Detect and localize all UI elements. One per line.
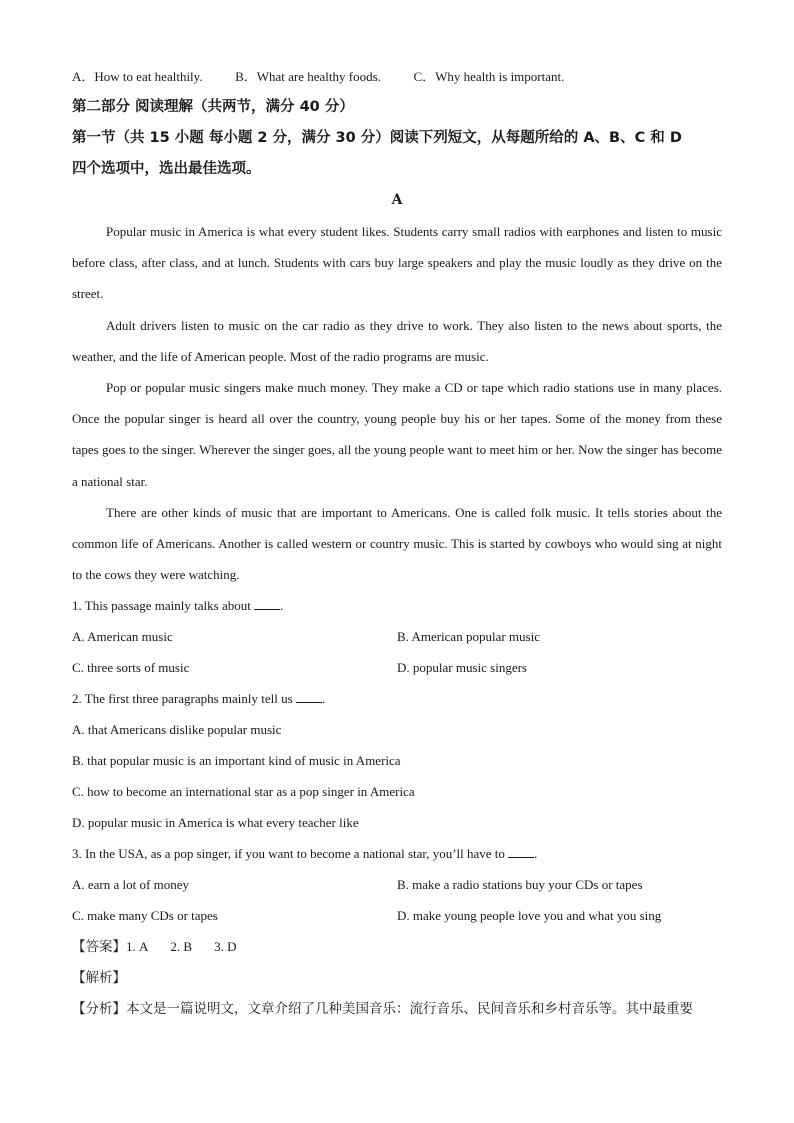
analysis-label: 【解析】 [72, 970, 126, 987]
question-3-options-row2 [72, 900, 722, 931]
option-b: B. make a radio stations buy your CDs or tapes [397, 877, 643, 893]
previous-question-options [72, 61, 722, 92]
option-b: B．What are healthy foods. [235, 69, 381, 84]
passage-paragraph: Adult drivers listen to music on the car radio as they drive to work. They also listen to the news about sports, the weather, and the life of American people. Most of the radio programs are music. [72, 317, 722, 364]
option-c: C. three sorts of music [72, 660, 190, 676]
option-b: B. American popular music [397, 629, 540, 645]
question-1-options-row1 [72, 621, 722, 652]
option-d: D. popular music singers [397, 660, 527, 676]
answer-2: 2. B [170, 939, 193, 955]
answer-label: 【答案】 [72, 939, 126, 956]
option-b: B. that popular music is an important kind of music in America [72, 753, 401, 769]
answer-blank [296, 692, 322, 703]
passage-paragraph: Pop or popular music singers make much money. They make a CD or tape which radio stations use in many places. Once the popular singer is heard all over the country, young people buy his or her tapes. Some of the money from these tapes goes to the singer. Wherever the singer goes, all the young people want to meet him or her. Now the singer has become a national star. [72, 380, 722, 489]
question-3-options-row1 [72, 869, 722, 900]
analysis-intro-label: 【分析】 [72, 1001, 126, 1018]
option-a: A. earn a lot of money [72, 877, 189, 893]
question-1: 1. This passage mainly talks about . [72, 598, 284, 614]
option-a: A．How to eat healthily. [72, 69, 203, 84]
option-c: C. how to become an international star as a pop singer in America [72, 784, 415, 800]
answer-blank [254, 599, 280, 610]
document-page [72, 62, 722, 1025]
option-a: A. American music [72, 629, 173, 645]
question-1-options-row2 [72, 652, 722, 683]
question-stem: 3. In the USA, as a pop singer, if you want to become a national star, you’ll have to [72, 846, 505, 862]
option-c: C. make many CDs or tapes [72, 908, 218, 924]
part-title: 第二部分 阅读理解（共两节，满分 40 分） [72, 99, 354, 115]
question-2: 2. The first three paragraphs mainly tell us . [72, 691, 326, 707]
passage-label: A [391, 192, 403, 208]
passage [72, 216, 722, 590]
passage-paragraph: There are other kinds of music that are important to Americans. One is called folk music. It tells stories about the common life of Americans. Another is called western or country music. This is started by cowboys who would sing at night to the cows they were watching. [72, 504, 722, 583]
option-d: D. make young people love you and what you sing [397, 908, 662, 924]
option-c: C．Why health is important. [413, 69, 565, 84]
section-instructions-line2: 四个选项中，选出最佳选项。 [72, 161, 261, 177]
section-instructions-line1: 第一节（共 15 小题 每小题 2 分，满分 30 分）阅读下列短文，从每题所给的 A、B、C 和 D [72, 130, 682, 146]
answer-1: 1. A [126, 939, 149, 955]
answer-blank [508, 847, 534, 858]
question-stem: 2. The first three paragraphs mainly tell us [72, 691, 293, 707]
answer-3: 3. D [214, 939, 237, 955]
answer-line [72, 931, 722, 963]
question-stem: 1. This passage mainly talks about [72, 598, 251, 614]
analysis-intro-text: 本文是一篇说明文，文章介绍了几种美国音乐：流行音乐、民间音乐和乡村音乐等。其中最重要 [126, 1001, 693, 1018]
question-3: 3. In the USA, as a pop singer, if you want to become a national star, you’ll have to . [72, 846, 538, 862]
option-a: A. that Americans dislike popular music [72, 722, 282, 738]
option-d: D. popular music in America is what every teacher like [72, 815, 359, 831]
passage-paragraph: Popular music in America is what every student likes. Students carry small radios with earphones and listen to music before class, after class, and at lunch. Students with cars buy large speakers and play the music loudly as they drive on the street. [72, 224, 722, 302]
analysis-intro [72, 994, 722, 1025]
